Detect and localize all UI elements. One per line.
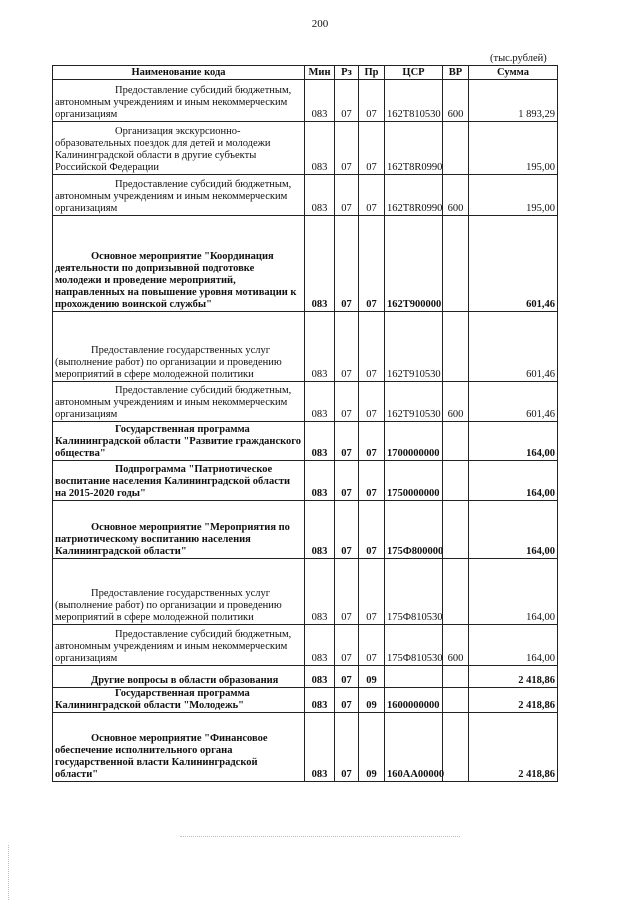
cell-csr: 1750000000 [385,461,443,501]
cell-pr: 07 [359,312,385,382]
table-row [53,461,558,501]
cell-csr: 162Т810530 [385,80,443,122]
table-row [53,80,558,122]
cell-csr: 162Т910530 [385,382,443,422]
cell-rz: 07 [335,666,359,688]
cell-min: 083 [305,559,335,625]
cell-rz: 07 [335,382,359,422]
cell-csr [385,666,443,688]
header-pr: Пр [359,66,385,80]
cell-pr: 07 [359,122,385,175]
cell-pr: 07 [359,559,385,625]
table-row [53,422,558,461]
cell-min: 083 [305,625,335,666]
cell-sum: 2 418,86 [469,666,558,688]
cell-vr [443,216,469,312]
table-row [53,122,558,175]
cell-csr: 175Ф810530 [385,559,443,625]
cell-name: Предоставление субсидий бюджетным, автономным учреждениям и иным некоммерческим организациям [53,175,305,216]
cell-csr: 162Т8R0990 [385,122,443,175]
header-name: Наименование кода [53,66,305,80]
cell-min: 083 [305,175,335,216]
cell-vr: 600 [443,625,469,666]
header-vr: ВР [443,66,469,80]
cell-vr: 600 [443,175,469,216]
table-row [53,312,558,382]
cell-vr [443,559,469,625]
cell-sum: 164,00 [469,625,558,666]
cell-rz: 07 [335,175,359,216]
cell-vr [443,713,469,782]
cell-min: 083 [305,666,335,688]
cell-vr [443,461,469,501]
cell-name: Основное мероприятие "Координация деятельности по допризывной подготовке молодежи и проведение мероприятий, направленных на повышение уровня мотивации к прохождению воинской службы" [53,216,305,312]
cell-name: Государственная программа Калининградской области "Развитие гражданского общества" [53,422,305,461]
scan-artifact-margin [8,845,10,900]
cell-name: Предоставление субсидий бюджетным, автономным учреждениям и иным некоммерческим организациям [53,625,305,666]
cell-csr: 1600000000 [385,688,443,713]
cell-pr: 07 [359,80,385,122]
table-body [53,80,558,782]
cell-csr: 162Т900000 [385,216,443,312]
table-row [53,713,558,782]
cell-name: Другие вопросы в области образования [53,666,305,688]
cell-min: 083 [305,216,335,312]
cell-rz: 07 [335,422,359,461]
cell-rz: 07 [335,688,359,713]
header-rz: Рз [335,66,359,80]
cell-name: Предоставление государственных услуг (выполнение работ) по организации и проведению мероприятий в сфере молодежной политики [53,559,305,625]
cell-sum: 164,00 [469,501,558,559]
cell-name: Предоставление государственных услуг (выполнение работ) по организации и проведению мероприятий в сфере молодежной политики [53,312,305,382]
cell-vr [443,312,469,382]
cell-rz: 07 [335,625,359,666]
cell-min: 083 [305,382,335,422]
unit-note: (тыс.рублей) [490,53,547,64]
cell-vr [443,422,469,461]
cell-name: Предоставление субсидий бюджетным, автономным учреждениям и иным некоммерческим организациям [53,382,305,422]
cell-sum: 1 893,29 [469,80,558,122]
cell-sum: 195,00 [469,122,558,175]
cell-sum: 195,00 [469,175,558,216]
cell-vr: 600 [443,382,469,422]
page-number: 200 [311,18,329,30]
cell-name: Основное мероприятие "Финансовое обеспечение исполнительного органа государственной власти Калининградской области" [53,713,305,782]
cell-sum: 164,00 [469,461,558,501]
cell-rz: 07 [335,501,359,559]
cell-pr: 07 [359,382,385,422]
cell-pr: 07 [359,422,385,461]
cell-pr: 07 [359,216,385,312]
cell-min: 083 [305,122,335,175]
cell-csr: 160АА00000 [385,713,443,782]
table-row [53,625,558,666]
cell-vr [443,666,469,688]
table-row [53,501,558,559]
budget-table [52,65,558,782]
cell-csr: 1700000000 [385,422,443,461]
cell-name: Основное мероприятие "Мероприятия по патриотическому воспитанию населения Калининградской области" [53,501,305,559]
cell-csr: 162Т8R0990 [385,175,443,216]
table-row [53,175,558,216]
cell-min: 083 [305,688,335,713]
cell-min: 083 [305,501,335,559]
table-row [53,688,558,713]
cell-min: 083 [305,80,335,122]
cell-pr: 07 [359,625,385,666]
cell-vr [443,501,469,559]
table-header [53,66,558,80]
cell-sum: 2 418,86 [469,688,558,713]
table-row [53,559,558,625]
cell-rz: 07 [335,80,359,122]
header-min: Мин [305,66,335,80]
table-row [53,382,558,422]
cell-min: 083 [305,422,335,461]
cell-min: 083 [305,312,335,382]
cell-csr: 175Ф810530 [385,625,443,666]
cell-name: Организация экскурсионно-образовательных поездок для детей и молодежи Калининградской области в другие субъекты Российской Федерации [53,122,305,175]
cell-sum: 164,00 [469,422,558,461]
cell-vr [443,688,469,713]
cell-rz: 07 [335,216,359,312]
cell-pr: 09 [359,666,385,688]
cell-sum: 2 418,86 [469,713,558,782]
cell-csr: 162Т910530 [385,312,443,382]
cell-pr: 09 [359,688,385,713]
cell-pr: 07 [359,175,385,216]
cell-sum: 164,00 [469,559,558,625]
table-row [53,666,558,688]
cell-min: 083 [305,713,335,782]
header-csr: ЦСР [385,66,443,80]
cell-rz: 07 [335,559,359,625]
cell-sum: 601,46 [469,382,558,422]
cell-name: Предоставление субсидий бюджетным, автономным учреждениям и иным некоммерческим организациям [53,80,305,122]
cell-name: Государственная программа Калининградской области "Молодежь" [53,688,305,713]
cell-pr: 07 [359,461,385,501]
header-sum: Сумма [469,66,558,80]
cell-name: Подпрограмма "Патриотическое воспитание населения Калининградской области на 2015-2020 годы" [53,461,305,501]
cell-csr: 175Ф800000 [385,501,443,559]
cell-min: 083 [305,461,335,501]
table-row [53,216,558,312]
scan-artifact [180,836,460,837]
cell-pr: 09 [359,713,385,782]
cell-pr: 07 [359,501,385,559]
cell-vr: 600 [443,80,469,122]
cell-rz: 07 [335,713,359,782]
cell-sum: 601,46 [469,216,558,312]
cell-sum: 601,46 [469,312,558,382]
cell-vr [443,122,469,175]
cell-rz: 07 [335,312,359,382]
cell-rz: 07 [335,461,359,501]
cell-rz: 07 [335,122,359,175]
